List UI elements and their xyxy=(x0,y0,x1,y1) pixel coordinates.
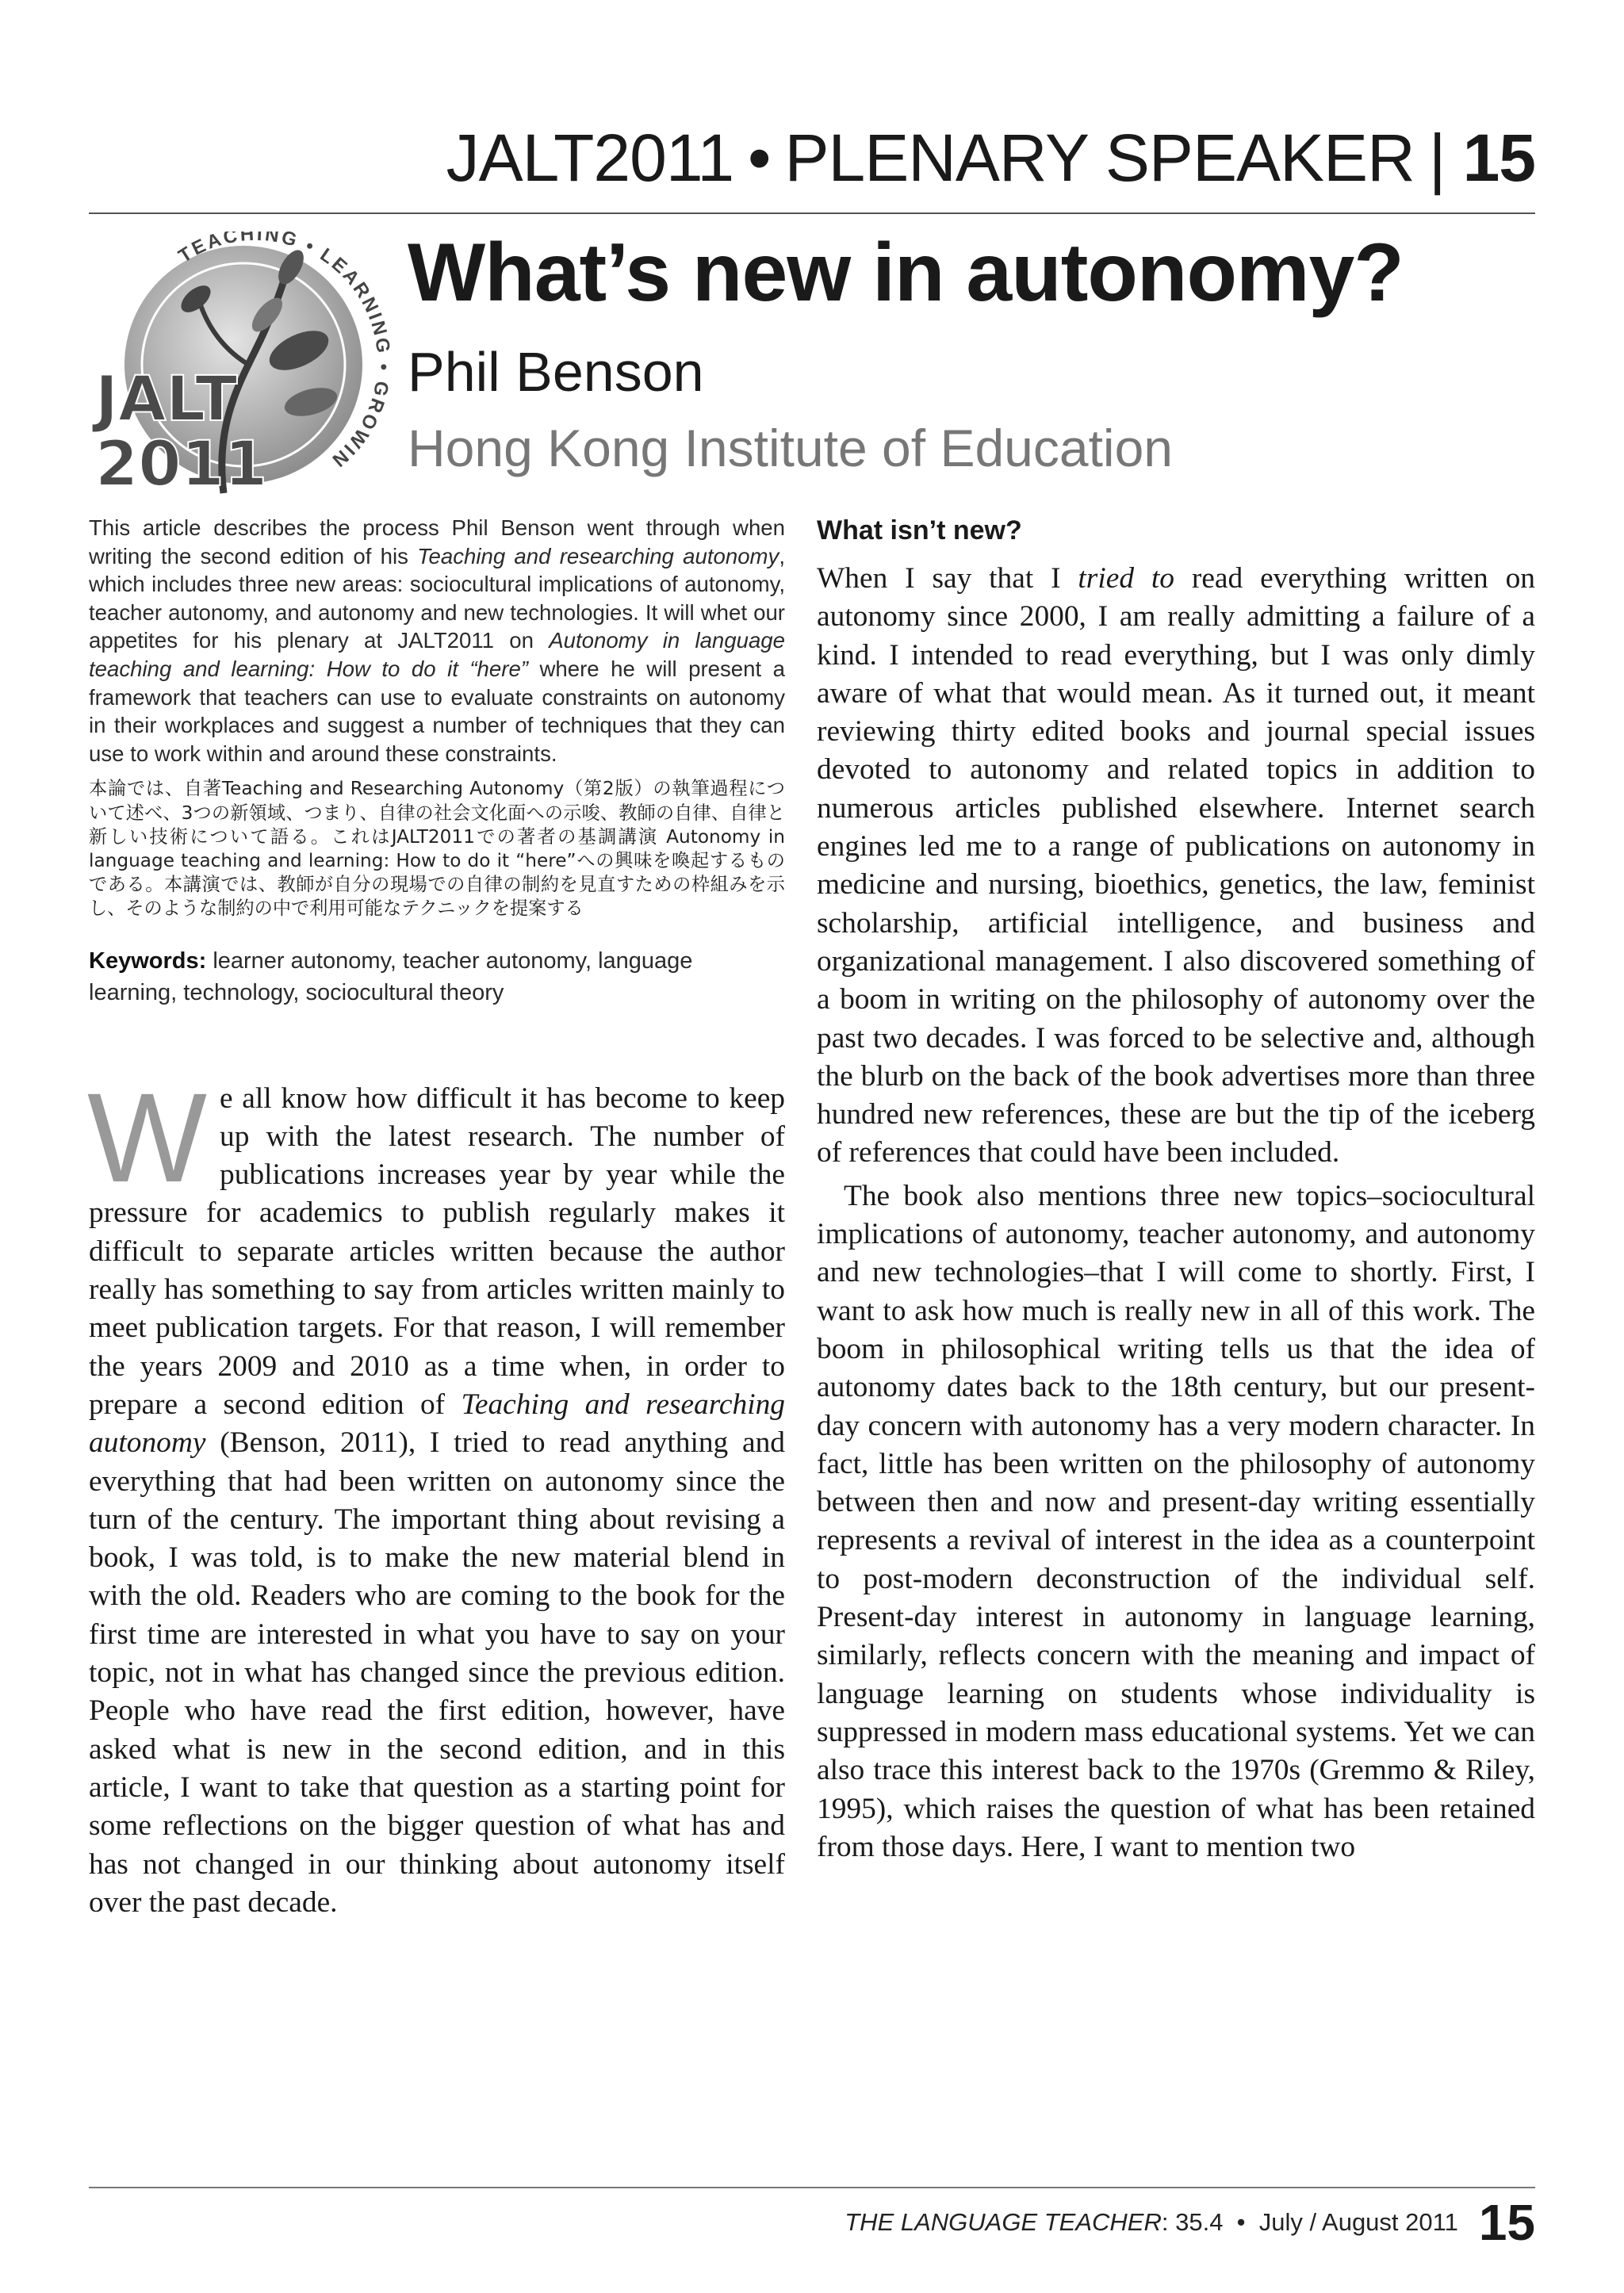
abstract-japanese: 本論では、自著Teaching and Researching Autonomy（第2版）の執筆過程について述べ、3つの新領域、つまり、自律の社会文化面への示唆、教師の自律、自律と新しい技術について語る。これはJALT2011での著者の基調講演 Autonomy in language teaching and learning: How to do it “here”への興味を喚起するものである。本講演では、教師が自分の現場での自律の制約を見直すための枠組みを示し、そのような制約の中で利用可能なテクニックを提案する xyxy=(89,778,785,920)
logo-jalt: JALT xyxy=(95,364,238,435)
keywords xyxy=(89,945,785,1009)
logo-year: 2011 xyxy=(95,429,268,500)
article-author: Phil Benson xyxy=(408,341,704,403)
section-paragraph-2: The book also mentions three new topics–sociocultural implications of autonomy, teacher autonomy, and autonomy and new technologies–that I will come to shortly. First, I want to ask how much is really new in all of this work. The boom in philosophical writing tells us that the idea of autonomy dates back to the 18th century, but our present-day concern with autonomy has a very modern character. In fact, little has been written on the philosophy of autonomy between then and now and present-day writing essentially represents a revival of interest in the idea as a counterpoint to post-modern deconstruction of the individual self. Present-day interest in autonomy in language learning, similarly, reflects concern with the meaning and impact of language learning on students whose individuality is suppressed in modern mass educational systems. Yet we can also trace this interest back to the 1970s (Gremmo & Riley, 1995), which raises the question of what has been retained from those days. Here, I want to mention two xyxy=(817,1179,1535,1863)
paragraph-emphasis: tried to xyxy=(1078,562,1174,595)
paragraph-text: read everything written on autonomy since 2000, I am really admitting a failure of a kind. I intended to read everything, but I was only dimly aware of what that would mean. As it turned out, it meant reviewing thirty edited books and journal special issues devoted to autonomy and related topics in addition to numerous articles published elsewhere. Internet search engines led me to a range of publications on autonomy in medicine and nursing, bioethics, genetics, the law, feminist scholarship, artificial intelligence, and business and organizational management. I also discovered something of a boom in writing on the philosophy of autonomy over the past two decades. I was forced to be selective and, although the blurb on the back of the book advertises more than three hundred new references, these are but the tip of the iceberg of references that could have been included. xyxy=(817,562,1535,1169)
running-footer xyxy=(845,2195,1535,2250)
keywords-label: Keywords: xyxy=(89,947,207,974)
jalt2011-logo xyxy=(89,232,406,501)
intro-text: e all know how difficult it has become to keep up with the latest research. The number of publications increases year by year while the pressure for academics to publish regularly makes it difficult to separate articles written because the author really has something to say from articles written mainly to meet publication targets. For that reason, I will remember the years 2009 and 2010 as a time when, in order to prepare a second edition of xyxy=(89,1081,785,1421)
footer-citation xyxy=(845,2208,1458,2237)
abstract-book-title: Teaching and researching autonomy xyxy=(417,543,779,568)
abstract-text: This article describes the process Phil Benson went through when writing the second edition of his xyxy=(89,515,785,568)
running-header xyxy=(89,111,1535,212)
article-title-block xyxy=(408,224,1535,482)
abstract-text: where he will present a framework that teachers can use to evaluate constraints on autonomy in their workplaces and suggest a number of techniques that they can use to work within and around these constraints. xyxy=(89,656,786,766)
footer-rule xyxy=(89,2187,1535,2188)
footer-bullet: • xyxy=(1236,2208,1246,2236)
intro-text: (Benson, 2011), I tried to read anything and everything that had been written on autonomy since the turn of the century. The important thing about revising a book, I was told, is to make the new material blend in with the old. Readers who are coming to the book for the first time are interested in what you have to say on your topic, not in what has changed since the previous edition. People who have read the first edition, however, have asked what is new in the second edition, and in this article, I want to take that question as a starting point for some reflections on the bigger question of what has and has not changed in our thinking about autonomy itself over the past decade. xyxy=(89,1426,785,1919)
header-divider: | xyxy=(1428,121,1446,195)
header-bullet: • xyxy=(748,121,771,195)
footer-journal-name: THE LANGUAGE TEACHER xyxy=(845,2208,1162,2236)
intro-paragraph xyxy=(87,1066,785,1923)
section-heading: What isn’t new? xyxy=(817,515,1022,545)
header-rule xyxy=(89,212,1535,214)
intro-book-title: Teaching and researching autonomy xyxy=(89,1388,785,1460)
section-paragraph-1 xyxy=(817,560,1535,1173)
paragraph-text: When I say that I xyxy=(817,562,1078,595)
footer-issue: : 35.4 xyxy=(1161,2208,1224,2236)
abstract-talk-title: Autonomy in language teaching and learning: How to do it “here” xyxy=(89,628,785,681)
abstract-text: , which includes three new areas: sociocultural implications of autonomy, teacher autonomy, and autonomy and new technologies. It will whet our appetites for his plenary at JALT2011 on xyxy=(89,543,785,653)
drop-cap: W xyxy=(87,1066,208,1208)
keywords-list: learner autonomy, teacher autonomy, language learning, technology, sociocultural theory xyxy=(89,947,693,1005)
footer-page-number: 15 xyxy=(1478,2194,1535,2251)
header-label: PLENARY SPEAKER xyxy=(784,121,1415,195)
header-page-number: 15 xyxy=(1462,121,1535,195)
left-column xyxy=(89,514,785,1922)
header-section: JALT2011 xyxy=(446,121,734,195)
footer-date: July / August 2011 xyxy=(1258,2208,1458,2236)
article-affiliation: Hong Kong Institute of Education xyxy=(408,419,1173,477)
right-column xyxy=(817,514,1535,1866)
logo-ring-text: TEACHING • LEARNING • GROWIN xyxy=(174,232,395,473)
article-title: What’s new in autonomy? xyxy=(408,227,1404,319)
abstract-english xyxy=(89,514,785,768)
